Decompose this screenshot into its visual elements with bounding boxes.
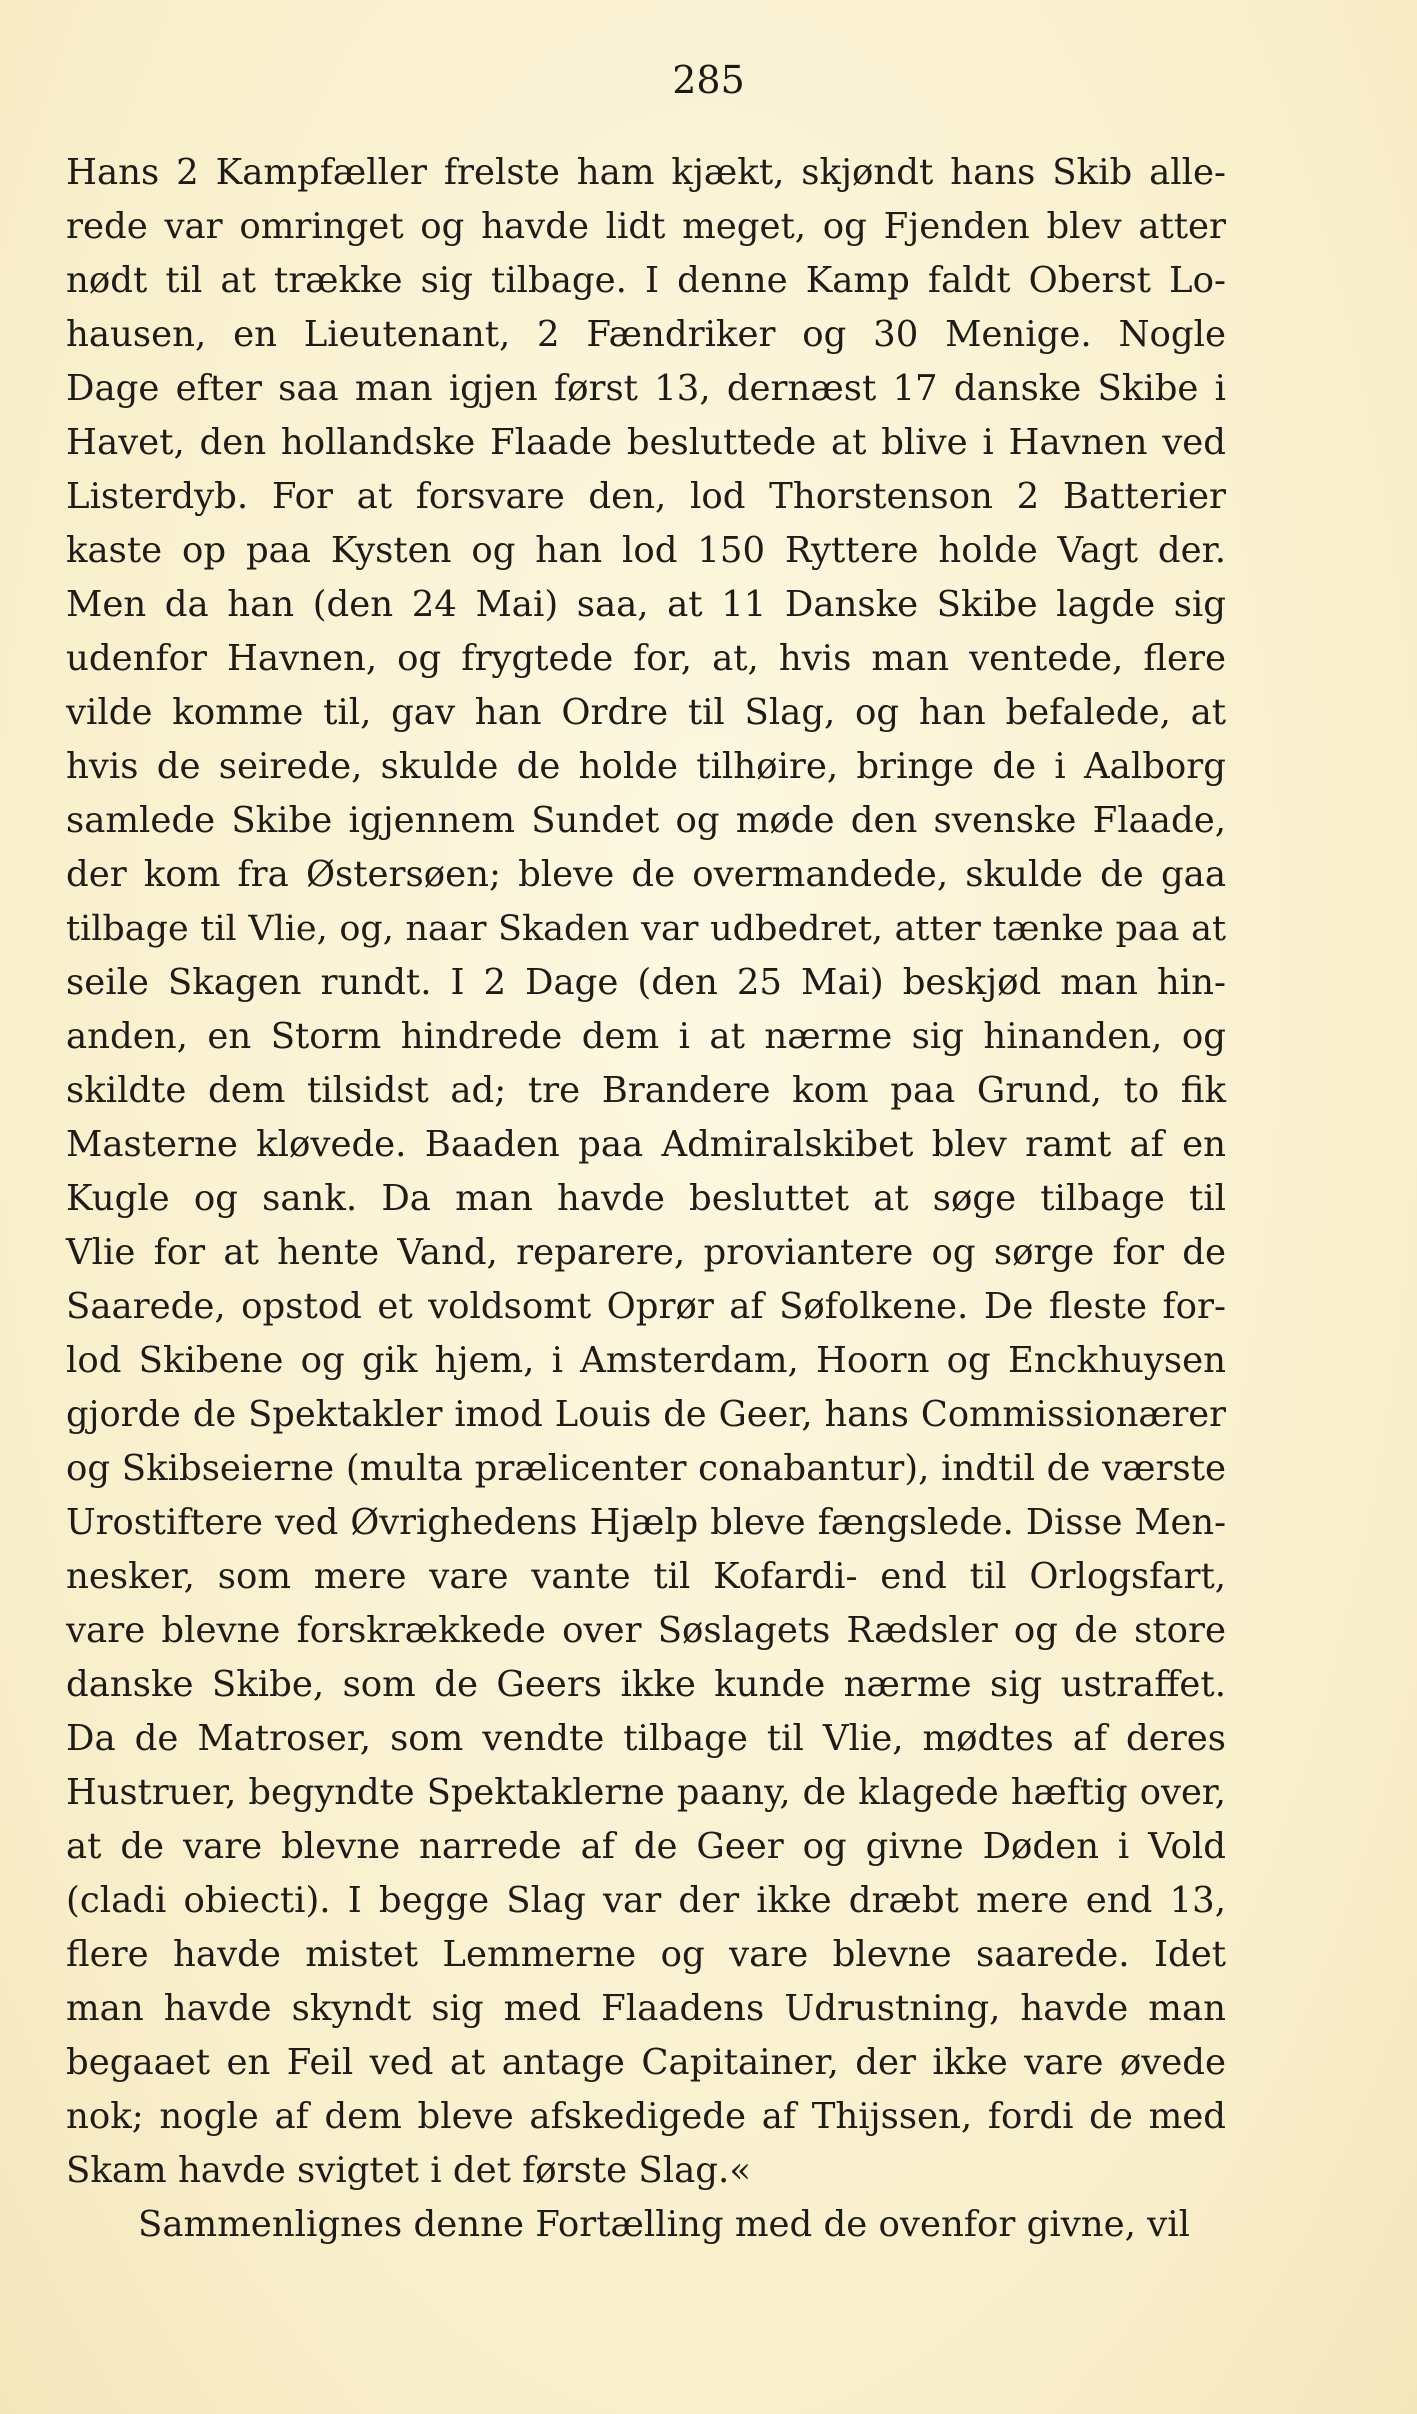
paragraph-start-line: Sammenlignes denne Fortælling med de ovenfor givne, vil [138, 2204, 1190, 2245]
text-line: danske Skibe, som de Geers ikke kunde nærme sig ustraffet. [66, 1664, 1226, 1705]
text-line: skildte dem tilsidst ad; tre Brandere kom paa Grund, to fik [66, 1070, 1226, 1111]
text-line: Hans 2 Kampfæller frelste ham kjækt, skjøndt hans Skib alle- [66, 152, 1226, 193]
text-line: rede var omringet og havde lidt meget, og Fjenden blev atter [66, 206, 1226, 247]
text-line: Masterne kløvede. Baaden paa Admiralskibet blev ramt af en [66, 1124, 1226, 1165]
text-line: Hustruer, begyndte Spektaklerne paany, de klagede hæftig over, [66, 1772, 1226, 1813]
text-line: Vlie for at hente Vand, reparere, proviantere og sørge for de [66, 1232, 1226, 1273]
text-line: der kom fra Østersøen; bleve de overmandede, skulde de gaa [66, 854, 1226, 895]
text-line: Da de Matroser, som vendte tilbage til Vlie, mødtes af deres [66, 1718, 1226, 1759]
text-line: seile Skagen rundt. I 2 Dage (den 25 Mai) beskjød man hin- [66, 962, 1226, 1003]
text-line: lod Skibene og gik hjem, i Amsterdam, Hoorn og Enckhuysen [66, 1340, 1226, 1381]
text-line: man havde skyndt sig med Flaadens Udrustning, havde man [66, 1988, 1226, 2029]
text-line: gjorde de Spektakler imod Louis de Geer, hans Commissionærer [66, 1394, 1226, 1435]
text-line: hausen, en Lieutenant, 2 Fændriker og 30 Menige. Nogle [66, 314, 1226, 355]
text-line: udenfor Havnen, og frygtede for, at, hvis man ventede, flere [66, 638, 1226, 679]
text-line: samlede Skibe igjennem Sundet og møde den svenske Flaade, [66, 800, 1226, 841]
text-line: tilbage til Vlie, og, naar Skaden var udbedret, atter tænke paa at [66, 909, 1226, 949]
text-line: kaste op paa Kysten og han lod 150 Ryttere holde Vagt der. [66, 530, 1226, 571]
text-line: nesker, som mere vare vante til Kofardi- end til Orlogsfart, [66, 1556, 1226, 1597]
text-line: Kugle og sank. Da man havde besluttet at søge tilbage til [66, 1178, 1226, 1219]
text-line: Saarede, opstod et voldsomt Oprør af Søfolkene. De fleste for- [66, 1286, 1226, 1327]
text-line: at de vare blevne narrede af de Geer og givne Døden i Vold [66, 1826, 1226, 1867]
text-line: hvis de seirede, skulde de holde tilhøire, bringe de i Aalborg [66, 746, 1226, 787]
text-line: vare blevne forskrækkede over Søslagets Rædsler og de store [66, 1610, 1226, 1651]
text-line: Men da han (den 24 Mai) saa, at 11 Danske Skibe lagde sig [66, 584, 1226, 625]
page-number: 285 [672, 58, 745, 102]
text-line: vilde komme til, gav han Ordre til Slag, og han befalede, at [66, 692, 1226, 733]
text-line: nok; nogle af dem bleve afskedigede af Thijssen, fordi de med [66, 2096, 1226, 2137]
text-line: flere havde mistet Lemmerne og vare blevne saarede. Idet [66, 1934, 1226, 1975]
text-line: Havet, den hollandske Flaade besluttede at blive i Havnen ved [66, 422, 1226, 463]
text-line: anden, en Storm hindrede dem i at nærme sig hinanden, og [66, 1016, 1226, 1057]
text-line: Dage efter saa man igjen først 13, dernæst 17 danske Skibe i [66, 368, 1226, 409]
text-line: og Skibseierne (multa prælicenter conabantur), indtil de værste [66, 1448, 1226, 1489]
text-line: nødt til at trække sig tilbage. I denne Kamp faldt Oberst Lo- [66, 260, 1226, 301]
text-line: Listerdyb. For at forsvare den, lod Thorstenson 2 Batterier [66, 476, 1226, 517]
body-text [66, 146, 1226, 2252]
text-line: begaaet en Feil ved at antage Capitainer, der ikke vare øvede [66, 2042, 1226, 2083]
text-line: Skam havde svigtet i det første Slag.« [66, 2150, 751, 2191]
text-line: Urostiftere ved Øvrighedens Hjælp bleve fængslede. Disse Men- [66, 1502, 1226, 1543]
text-line: (cladi obiecti). I begge Slag var der ikke dræbt mere end 13, [66, 1880, 1226, 1921]
